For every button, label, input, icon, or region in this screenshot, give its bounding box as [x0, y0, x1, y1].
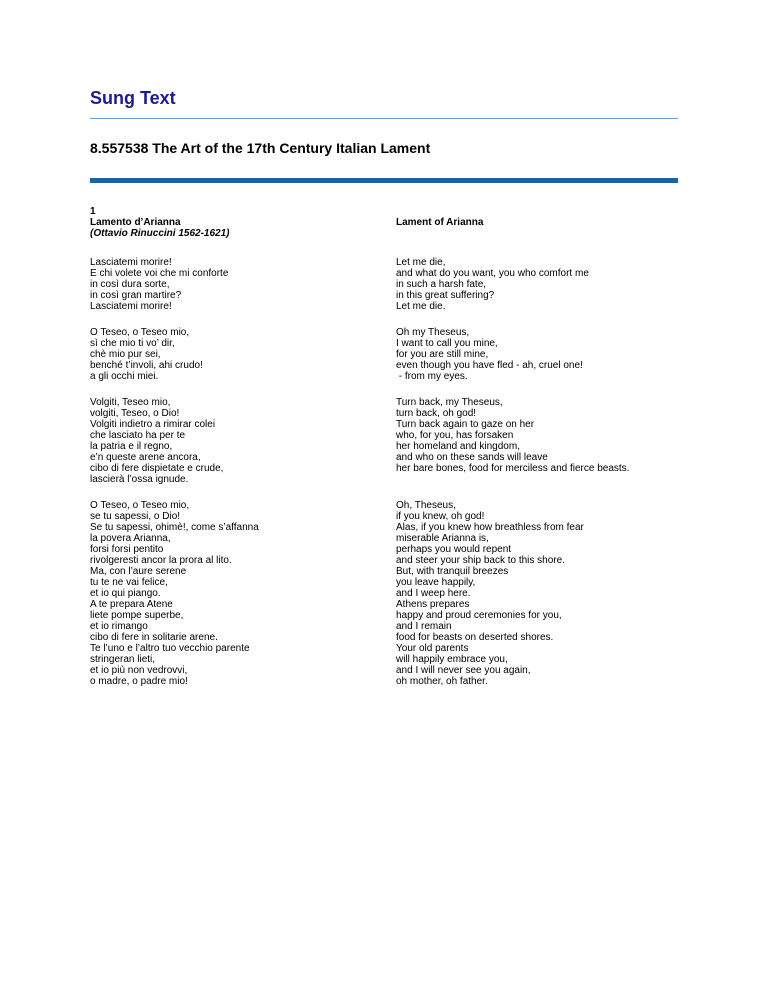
verse-line: Oh my Theseus,	[396, 327, 470, 338]
author: (Ottavio Rinuccini 1562-1621)	[90, 228, 230, 239]
verse-line: and I weep here.	[396, 588, 471, 599]
verse-line: la patria e il regno,	[90, 441, 173, 452]
track-header-english	[396, 206, 678, 239]
verse-line: food for beasts on deserted shores.	[396, 632, 554, 643]
verse-line: happy and proud ceremonies for you,	[396, 610, 562, 621]
verse-line: who, for you, has forsaken	[396, 430, 514, 441]
verse-line: even though you have fled - ah, cruel one!	[396, 360, 583, 371]
verse-line: for you are still mine,	[396, 349, 489, 360]
verse-line: e’n queste arene ancora,	[90, 452, 201, 463]
track-header	[90, 206, 678, 239]
stanza-english	[396, 257, 678, 312]
verse-line: Lasciatemi morire!	[90, 301, 172, 312]
verse-line: Alas, if you knew how breathless from fear	[396, 522, 584, 533]
stanza-row	[90, 397, 678, 485]
verse-line: in così dura sorte,	[90, 279, 170, 290]
verse-line: benché t’involi, ahi crudo!	[90, 360, 203, 371]
verse-line: Athens prepares	[396, 599, 470, 610]
stanza-italian	[90, 257, 396, 312]
page-title: Sung Text	[90, 88, 176, 108]
verse-line: cibo di fere in solitarie arene.	[90, 632, 218, 643]
verse-line: stringeran lieti,	[90, 654, 156, 665]
stanza-italian	[90, 327, 396, 382]
title-divider	[90, 118, 678, 119]
verse-line: volgiti, Teseo, o Dio!	[90, 408, 180, 419]
verse-line: her homeland and kingdom,	[396, 441, 520, 452]
verse-line: turn back, oh god!	[396, 408, 477, 419]
stanza-english	[396, 397, 678, 485]
verse-line: and I remain	[396, 621, 452, 632]
verse-line: a gli occhi miei.	[90, 371, 159, 382]
verse-line: Let me die.	[396, 301, 446, 312]
verse-line: cibo di fere dispietate e crude,	[90, 463, 224, 474]
verse-line: perhaps you would repent	[396, 544, 512, 555]
sung-text-body	[90, 206, 678, 702]
verse-line: o madre, o padre mio!	[90, 676, 188, 687]
verse-line: Se tu sapessi, ohimè!, come s’affanna	[90, 522, 259, 533]
verse-line: and I will never see you again,	[396, 665, 531, 676]
verse-line: Volgiti, Teseo mio,	[90, 397, 171, 408]
stanza-row	[90, 327, 678, 382]
verse-line: E chi volete voi che mi conforte	[90, 268, 229, 279]
stanza-english	[396, 327, 678, 382]
verse-line: in such a harsh fate,	[396, 279, 487, 290]
verse-line: liete pompe superbe,	[90, 610, 184, 621]
verse-line: oh mother, oh father.	[396, 676, 488, 687]
stanza-english	[396, 500, 678, 687]
verse-line: Let me die,	[396, 257, 446, 268]
stanza-italian	[90, 397, 396, 485]
verse-line: Turn back, my Theseus,	[396, 397, 503, 408]
verse-line: But, with tranquil breezes	[396, 566, 509, 577]
stanza-italian	[90, 500, 396, 687]
verse-line: forsi forsi pentito	[90, 544, 164, 555]
verse-line: O Teseo, o Teseo mio,	[90, 500, 190, 511]
verse-line: her bare bones, food for merciless and fierce beasts.	[396, 463, 630, 474]
track-header-italian	[90, 206, 396, 239]
verse-line: and steer your ship back to this shore.	[396, 555, 565, 566]
track-number: 1	[90, 206, 96, 217]
verse-line: in this great suffering?	[396, 290, 495, 301]
verse-line: Turn back again to gaze on her	[396, 419, 535, 430]
stanza-row	[90, 257, 678, 312]
verse-line: Oh, Theseus,	[396, 500, 456, 511]
verse-line: se tu sapessi, o Dio!	[90, 511, 181, 522]
verse-line: O Teseo, o Teseo mio,	[90, 327, 190, 338]
verse-line: lascierà l’ossa ignude.	[90, 474, 189, 485]
verse-line: and what do you want, you who comfort me	[396, 268, 589, 279]
verse-line: Volgiti indietro a rimirar colei	[90, 419, 216, 430]
verse-line: I want to call you mine,	[396, 338, 498, 349]
verse-line: rivolgeresti ancor la prora al lito.	[90, 555, 232, 566]
italian-title: Lamento d’Arianna	[90, 217, 181, 228]
section-divider	[90, 178, 678, 183]
verse-line: in così gran martire?	[90, 290, 182, 301]
catalog-title: 8.557538 The Art of the 17th Century Italian Lament	[90, 140, 431, 156]
stanza-row	[90, 500, 678, 687]
verse-line: Te l’uno e l’altro tuo vecchio parente	[90, 643, 250, 654]
stanza-list	[90, 257, 678, 687]
verse-line: et io qui piango.	[90, 588, 161, 599]
verse-line: la povera Arianna,	[90, 533, 171, 544]
english-title: Lament of Arianna	[396, 217, 484, 228]
verse-line: tu te ne vai felice,	[90, 577, 168, 588]
verse-line: Ma, con l’aure serene	[90, 566, 187, 577]
verse-line: you leave happily,	[396, 577, 476, 588]
verse-line: et io rimango	[90, 621, 148, 632]
verse-line: Lasciatemi morire!	[90, 257, 172, 268]
verse-line: will happily embrace you,	[396, 654, 508, 665]
verse-line: A te prepara Atene	[90, 599, 173, 610]
verse-line: sì che mio ti vo’ dir,	[90, 338, 175, 349]
verse-line: Your old parents	[396, 643, 469, 654]
verse-line: miserable Arianna is,	[396, 533, 489, 544]
verse-line: and who on these sands will leave	[396, 452, 548, 463]
verse-line: if you knew, oh god!	[396, 511, 485, 522]
verse-line: chè mio pur sei,	[90, 349, 161, 360]
verse-line: et io più non vedrovvi,	[90, 665, 188, 676]
verse-line: che lasciato ha per te	[90, 430, 186, 441]
verse-line: - from my eyes.	[396, 371, 468, 382]
